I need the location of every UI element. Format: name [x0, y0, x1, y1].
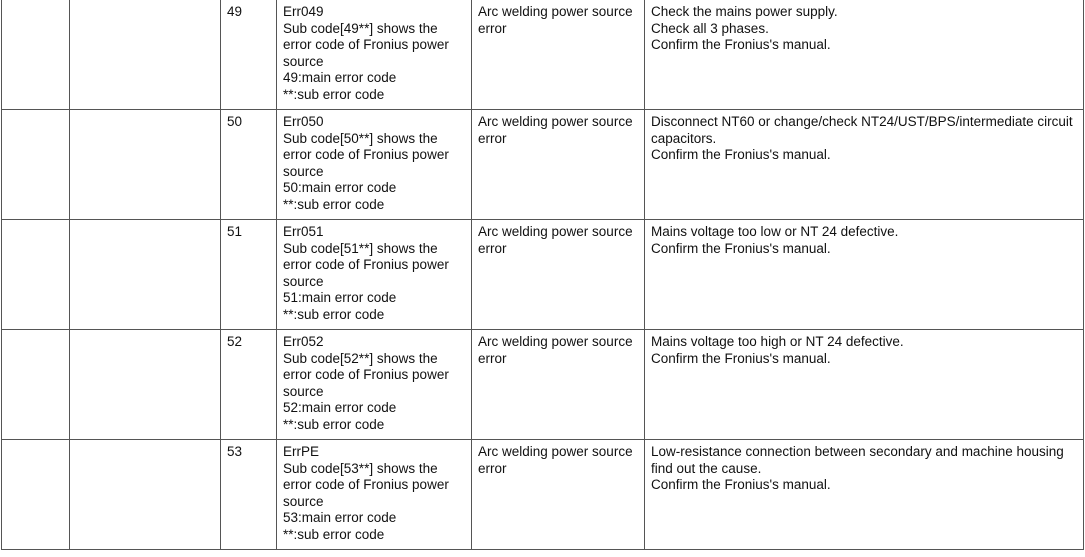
remedy-line: Confirm the Fronius's manual.	[651, 350, 831, 366]
error-code-cell	[277, 440, 472, 550]
error-code-description-line: **:sub error code	[283, 416, 385, 432]
error-number-cell	[221, 330, 277, 440]
error-code-description-line: source	[283, 493, 324, 509]
error-number: 49	[227, 4, 243, 19]
error-code-cell	[277, 220, 472, 330]
error-code-description-line: Sub code[52**] shows the	[283, 350, 438, 366]
error-code-description-line: source	[283, 383, 324, 399]
error-code: Err049	[283, 4, 324, 19]
error-type-cell	[472, 0, 645, 110]
remedy-cell	[645, 330, 1084, 440]
empty-cell	[70, 110, 221, 220]
error-type-line: error	[478, 240, 507, 256]
remedy-line: Confirm the Fronius's manual.	[651, 477, 831, 493]
remedy-line: capacitors.	[651, 130, 717, 146]
error-code-cell	[277, 330, 472, 440]
error-type-cell	[472, 110, 645, 220]
error-code-cell	[277, 110, 472, 220]
error-code-description-line: source	[283, 53, 324, 69]
remedy-line: Confirm the Fronius's manual.	[651, 147, 831, 163]
remedy-line: Disconnect NT60 or change/check NT24/UST/BPS/intermediate circuit	[651, 114, 1073, 129]
remedy-line: Check the mains power supply.	[651, 4, 838, 19]
error-number: 51	[227, 224, 243, 239]
error-code-description-line: 49:main error code	[283, 70, 397, 86]
error-type-line: error	[478, 20, 507, 36]
error-code-description-line: error code of Fronius power	[283, 37, 449, 53]
remedy-line: Check all 3 phases.	[651, 20, 769, 36]
remedy-cell	[645, 110, 1084, 220]
remedy-line: find out the cause.	[651, 460, 762, 476]
error-number-cell	[221, 440, 277, 550]
error-type-line: Arc welding power source	[478, 224, 633, 239]
error-number: 52	[227, 334, 243, 349]
error-type-line: error	[478, 130, 507, 146]
error-code: ErrPE	[283, 444, 320, 459]
error-type-line: Arc welding power source	[478, 114, 633, 129]
empty-cell	[2, 330, 70, 440]
empty-cell	[2, 110, 70, 220]
error-code: Err050	[283, 114, 324, 129]
error-type-line: error	[478, 460, 507, 476]
error-number: 53	[227, 444, 243, 459]
error-code-table	[1, 0, 1084, 550]
error-code-description-line: Sub code[53**] shows the	[283, 460, 438, 476]
remedy-line: Confirm the Fronius's manual.	[651, 240, 831, 256]
error-code-cell	[277, 0, 472, 110]
error-code-description-line: 52:main error code	[283, 400, 397, 416]
empty-cell	[2, 440, 70, 550]
error-type-cell	[472, 220, 645, 330]
error-code-description-line: 51:main error code	[283, 290, 397, 306]
remedy-cell	[645, 220, 1084, 330]
error-code-description-line: source	[283, 163, 324, 179]
error-type-line: Arc welding power source	[478, 4, 633, 19]
empty-cell	[2, 220, 70, 330]
error-code-description-line: 50:main error code	[283, 180, 397, 196]
error-code-description-line: error code of Fronius power	[283, 367, 449, 383]
error-code-description-line: **:sub error code	[283, 196, 385, 212]
empty-cell	[70, 440, 221, 550]
empty-cell	[2, 0, 70, 110]
error-number: 50	[227, 114, 243, 129]
error-code-description-line: error code of Fronius power	[283, 257, 449, 273]
error-code-description-line: error code of Fronius power	[283, 147, 449, 163]
error-type-cell	[472, 330, 645, 440]
table-row	[2, 0, 1084, 110]
error-code-description-line: source	[283, 273, 324, 289]
error-type-line: Arc welding power source	[478, 444, 633, 459]
error-number-cell	[221, 220, 277, 330]
empty-cell	[70, 330, 221, 440]
table-row	[2, 440, 1084, 550]
error-code-description-line: Sub code[51**] shows the	[283, 240, 438, 256]
error-code-table-body	[2, 0, 1084, 550]
table-row	[2, 220, 1084, 330]
remedy-cell	[645, 440, 1084, 550]
error-type-line: error	[478, 350, 507, 366]
empty-cell	[70, 220, 221, 330]
error-code-description-line: Sub code[50**] shows the	[283, 130, 438, 146]
remedy-line: Mains voltage too low or NT 24 defective.	[651, 224, 899, 239]
error-type-line: Arc welding power source	[478, 334, 633, 349]
error-code-description-line: **:sub error code	[283, 306, 385, 322]
table-row	[2, 330, 1084, 440]
error-type-cell	[472, 440, 645, 550]
remedy-line: Mains voltage too high or NT 24 defective.	[651, 334, 904, 349]
error-code-description-line: **:sub error code	[283, 526, 385, 542]
error-code-description-line: error code of Fronius power	[283, 477, 449, 493]
error-number-cell	[221, 0, 277, 110]
remedy-line: Low-resistance connection between secondary and machine housing	[651, 444, 1064, 459]
empty-cell	[70, 0, 221, 110]
table-row	[2, 110, 1084, 220]
error-code-description-line: Sub code[49**] shows the	[283, 20, 438, 36]
error-number-cell	[221, 110, 277, 220]
error-code: Err052	[283, 334, 324, 349]
error-code-description-line: 53:main error code	[283, 510, 397, 526]
error-code-description-line: **:sub error code	[283, 86, 385, 102]
remedy-line: Confirm the Fronius's manual.	[651, 37, 831, 53]
error-code: Err051	[283, 224, 324, 239]
remedy-cell	[645, 0, 1084, 110]
